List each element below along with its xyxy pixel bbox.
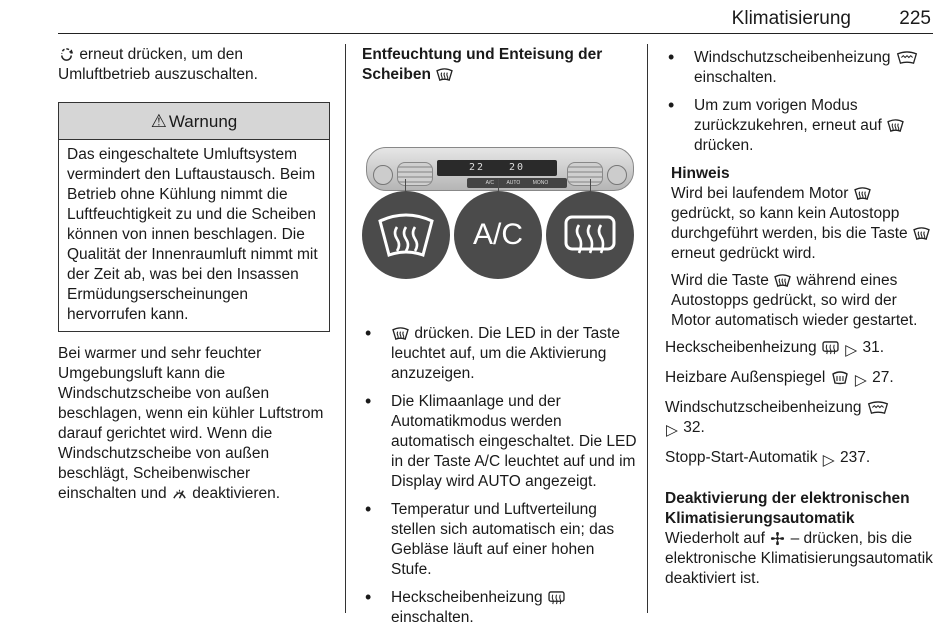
reference-arrow-icon: ▷ bbox=[666, 422, 678, 439]
page-number: 225 bbox=[899, 8, 931, 29]
section-title: Klimatisierung bbox=[731, 8, 851, 29]
defog-steps-continued bbox=[665, 48, 937, 156]
defog-steps-list bbox=[362, 324, 638, 628]
list-item: • Die Klimaanlage und der Automatikmodus werden automatisch eingeschaltet. Die LED in der Taste A/C leuchtet auf und im Display wird AUTO angezeigt. bbox=[362, 392, 638, 492]
ac-callout: A/C bbox=[454, 191, 542, 279]
panel-knob-left bbox=[373, 165, 393, 185]
fog-paragraph bbox=[58, 344, 330, 504]
section-heading-deactivate: Deaktivierung der elektronischen Klimatisierungsautomatik bbox=[665, 490, 910, 527]
section-heading-defog: Entfeuchtung und Enteisung der Scheiben bbox=[362, 46, 603, 83]
windshield-heater-icon bbox=[896, 51, 918, 65]
column-3 bbox=[665, 45, 937, 589]
windshield-defrost-icon bbox=[392, 326, 409, 341]
note-block bbox=[665, 164, 937, 331]
panel-vent-left bbox=[397, 162, 433, 186]
note-title: Hinweis bbox=[671, 165, 730, 182]
warning-title: Warnung bbox=[168, 112, 238, 131]
intro-paragraph bbox=[58, 45, 330, 85]
panel-btn-ac[interactable]: A/C bbox=[485, 180, 495, 186]
rear-window-heater-icon bbox=[822, 341, 839, 355]
reference-arrow-icon: ▷ bbox=[822, 452, 835, 469]
panel-knob-right bbox=[607, 165, 627, 185]
page-header bbox=[58, 0, 933, 34]
warning-triangle-icon: ⚠ bbox=[150, 111, 167, 131]
control-panel-illustration bbox=[362, 139, 638, 289]
rear-window-heater-icon bbox=[548, 591, 565, 605]
note-paragraph-2: Wird die Taste während eines Autostopps gedrückt, so wird der Motor automatisch wieder gestartet. bbox=[671, 272, 918, 329]
column-divider-2 bbox=[647, 44, 648, 613]
cross-reference-mirrors[interactable]: Heizbare Außenspiegel ▷ 27. bbox=[665, 369, 894, 389]
panel-temp-right: 20 bbox=[509, 162, 526, 173]
cross-reference-windshield-heater[interactable]: Windschutzscheibenheizung ▷ 32. bbox=[665, 398, 937, 441]
list-item: • Heckscheibenheizung einschalten. bbox=[362, 588, 638, 628]
warning-text: Das eingeschaltete Umluftsystem vermindert den Luftaustausch. Beim Betrieb ohne Kühlung nimmt die Luftfeuchtigkeit zu und die Scheiben können von innen beschlagen. Die Qualität der Innenraumluft nimmt mit der Zeit ab, was bei den Insassen Ermüdungserscheinungen hervorrufen kann. bbox=[67, 146, 318, 323]
warning-box bbox=[58, 102, 330, 332]
windshield-defrost-icon bbox=[854, 186, 871, 201]
windshield-defrost-icon bbox=[774, 273, 791, 288]
panel-btn-mono[interactable]: MONO bbox=[532, 180, 549, 186]
warning-header bbox=[59, 103, 329, 140]
windshield-defrost-icon bbox=[913, 226, 930, 241]
windshield-heater-icon bbox=[867, 401, 889, 415]
panel-button-row bbox=[467, 178, 567, 188]
panel-temp-left: 22 bbox=[468, 162, 485, 173]
windshield-defrost-icon bbox=[436, 67, 453, 82]
auto-label: AUTO bbox=[478, 473, 521, 490]
column-divider-1 bbox=[345, 44, 346, 613]
column-2 bbox=[362, 45, 638, 636]
ac-label: A/C bbox=[474, 453, 501, 470]
wiper-icon bbox=[172, 486, 187, 501]
list-item: • Temperatur und Luftverteilung stellen sich automatisch ein; das Gebläse läuft auf einer hohen Stufe. bbox=[362, 500, 638, 580]
fan-icon bbox=[770, 531, 785, 546]
windshield-defrost-icon bbox=[887, 118, 904, 133]
intro-text: erneut drücken, um den Umluftbetrieb auszuschalten. bbox=[58, 46, 258, 83]
reference-arrow-icon: ▷ bbox=[845, 342, 858, 359]
list-item: • Windschutzscheibenheizung einschalten. bbox=[665, 48, 937, 88]
panel-btn-auto[interactable]: AUTO bbox=[506, 180, 521, 186]
list-item: • Um zum vorigen Modus zurückzukehren, erneut auf drücken. bbox=[665, 96, 937, 156]
rear-window-heater-icon bbox=[546, 191, 634, 279]
cross-reference-rear-heater[interactable]: Heckscheibenheizung ▷ 31. bbox=[665, 339, 885, 359]
reference-arrow-icon: ▷ bbox=[854, 372, 867, 389]
fog-text-b: deaktivieren. bbox=[192, 485, 281, 502]
note-paragraph-1: Wird bei laufendem Motor gedrückt, so kann kein Autostopp durchgeführt werden, bis die Taste erneut gedrückt wird. bbox=[671, 184, 937, 264]
recirculation-icon bbox=[59, 47, 74, 62]
deactivate-paragraph: Wiederholt auf – drücken, bis die elektronische Klimatisierungsautomatik deaktiviert ist. bbox=[665, 530, 933, 587]
list-item: • drücken. Die LED in der Taste leuchtet auf, um die Aktivierung anzuzeigen. bbox=[362, 324, 638, 384]
column-1 bbox=[58, 45, 330, 504]
panel-vent-right bbox=[567, 162, 603, 186]
windshield-defrost-icon bbox=[362, 191, 450, 279]
cross-reference-stop-start[interactable]: Stopp-Start-Automatik ▷ 237. bbox=[665, 449, 871, 469]
panel-bezel bbox=[366, 147, 634, 191]
fog-text-a: Bei warmer und sehr feuchter Umgebungsluft kann die Windschutzscheibe von außen beschlagen, wenn ein kühler Luftstrom darauf gerichtet wird. Wenn die Windschutzscheibe von außen beschlägt, Scheibenwischer einschalten und bbox=[58, 345, 324, 502]
heated-mirror-icon bbox=[831, 371, 849, 385]
